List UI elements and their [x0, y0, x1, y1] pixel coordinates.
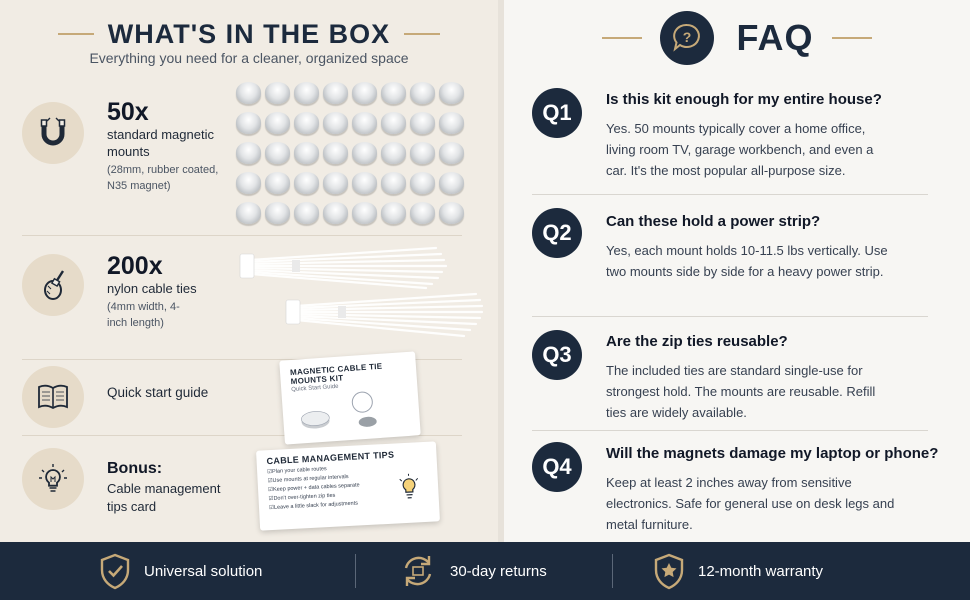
magnet-mount: [352, 112, 377, 134]
faq-item-2: [504, 194, 970, 316]
footer-item-warranty: [652, 542, 823, 600]
tips-lightbulb-icon: [395, 472, 423, 503]
book-icon: [22, 366, 84, 428]
magnet-mount: [352, 172, 377, 194]
guide-card-subtitle: Quick Start Guide: [291, 383, 339, 394]
magnet-mount: [236, 82, 261, 104]
tip-item: ☑ Leave a little slack for adjustments: [269, 496, 429, 513]
magnet-mount: [265, 82, 290, 104]
faq-badge: Q3: [532, 330, 582, 380]
magnet-mount: [410, 142, 435, 164]
svg-text:?: ?: [683, 29, 692, 45]
faq-answer: Keep at least 2 inches away from sensitive electronics. Safe for general use on desk legs and metal furniture.: [606, 475, 895, 532]
magnet-mount: [381, 202, 406, 224]
magnet-mount: [265, 202, 290, 224]
title-rule-left: [58, 33, 94, 35]
faq-question: Are the zip ties reusable?: [606, 333, 788, 350]
magnet-mount: [294, 112, 319, 134]
magnet-mount: [323, 142, 348, 164]
magnet-mount: [410, 82, 435, 104]
faq-item-3: [504, 316, 970, 430]
magnet-mount: [352, 82, 377, 104]
quick-start-guide-card: [279, 351, 421, 444]
faq-item-4: [504, 430, 970, 542]
magnet-mount: [236, 142, 261, 164]
tip-item: ☑ Use mounts at regular intervals: [267, 469, 427, 486]
tip-item: ☑ Keep power + data cables separate: [268, 478, 428, 495]
bonus-title: Bonus:: [107, 460, 163, 477]
box-title: WHAT'S IN THE BOX: [107, 18, 391, 49]
cable-tips-card: [256, 441, 440, 530]
magnet-mount: [439, 172, 464, 194]
magnet-mount: [381, 172, 406, 194]
magnet-mount: [439, 82, 464, 104]
box-header: [0, 14, 498, 54]
magnet-mount: [381, 142, 406, 164]
magnet-mount: [236, 112, 261, 134]
faq-question: Will the magnets damage my laptop or phone?: [606, 445, 939, 462]
magnet-mount: [236, 172, 261, 194]
magnet-mount: [294, 82, 319, 104]
magnet-mount: [352, 142, 377, 164]
footer-label: 30-day returns: [450, 562, 547, 580]
shield-check-icon: [98, 552, 132, 590]
faq-question: Is this kit enough for my entire house?: [606, 91, 882, 108]
magnet-mount: [323, 172, 348, 194]
faq-badge: Q4: [532, 442, 582, 492]
guide-card-title: MAGNETIC CABLE TIE MOUNTS KIT: [289, 361, 383, 387]
faq-answer: The included ties are standard single-use for strongest hold. The mounts are reusable. Refill ties are widely available.: [606, 363, 876, 420]
tie-label: nylon cable ties: [107, 281, 197, 296]
magnet-label: standard magnetic mounts: [107, 127, 214, 159]
footer-label: Universal solution: [144, 562, 263, 580]
box-subtitle: Everything you need for a cleaner, organized space: [89, 50, 409, 66]
magnet-mount: [410, 172, 435, 194]
magnet-icon: [22, 102, 84, 164]
benefits-footer: [0, 542, 970, 600]
magnet-mount: [323, 82, 348, 104]
guide-card-illustration: [292, 385, 405, 437]
faq-question: Can these hold a power strip?: [606, 213, 821, 230]
magnet-mount: [352, 202, 377, 224]
footer-item-universal: [98, 542, 262, 600]
magnet-mount: [323, 112, 348, 134]
lightbulb-icon: [22, 448, 84, 510]
magnet-mount: [323, 202, 348, 224]
faq-badge: Q2: [532, 208, 582, 258]
return-arrows-icon: [398, 552, 438, 590]
tips-card-title: CABLE MANAGEMENT TIPS: [266, 449, 395, 467]
tie-count: 200x: [107, 252, 163, 280]
magnet-count: 50x: [107, 98, 149, 126]
magnet-mount: [439, 202, 464, 224]
cable-tie-icon: [22, 254, 84, 316]
magnet-mount: [265, 172, 290, 194]
magnet-mount: [265, 142, 290, 164]
magnet-mount: [236, 202, 261, 224]
box-item-guide: [0, 360, 498, 436]
title-rule-right: [404, 33, 440, 35]
magnet-mount: [381, 82, 406, 104]
footer-label: 12-month warranty: [698, 562, 824, 580]
magnet-mount: [294, 172, 319, 194]
faq-item-1: [504, 82, 970, 194]
magnet-mount: [410, 202, 435, 224]
magnet-mount: [439, 112, 464, 134]
tie-detail: (4mm width, 4-inch length): [107, 301, 180, 329]
magnet-mount: [294, 142, 319, 164]
cable-ties-image: [236, 240, 486, 350]
magnet-mounts-image: [236, 82, 468, 232]
tip-item: ☑ Plan your cable routes: [267, 460, 427, 477]
faq-rule-right: [832, 37, 872, 39]
magnet-mount: [265, 112, 290, 134]
question-bubble-icon: [660, 11, 714, 65]
faq-header: [504, 8, 970, 68]
shield-star-icon: [652, 552, 686, 590]
magnet-mount: [410, 112, 435, 134]
faq-badge: Q1: [532, 88, 582, 138]
guide-label: Quick start guide: [107, 385, 209, 400]
tip-item: ☑ Don't over-tighten zip ties: [268, 487, 428, 504]
magnet-mount: [294, 202, 319, 224]
footer-item-returns: [398, 542, 547, 600]
faq-rule-left: [602, 37, 642, 39]
footer-separator: [612, 554, 613, 588]
magnet-mount: [381, 112, 406, 134]
faq-answer: Yes. 50 mounts typically cover a home office, living room TV, garage workbench, and even a car. It's the most popular all-purpose size.: [606, 121, 874, 178]
faq-answer: Yes, each mount holds 10-11.5 lbs vertically. Use two mounts side by side for a heavy power strip.: [606, 243, 888, 279]
bonus-label: Cable management tips card: [107, 481, 221, 514]
faq-title: FAQ: [736, 17, 814, 58]
magnet-detail: (28mm, rubber coated, N35 magnet): [107, 164, 219, 192]
magnet-mount: [439, 142, 464, 164]
footer-separator: [355, 554, 356, 588]
